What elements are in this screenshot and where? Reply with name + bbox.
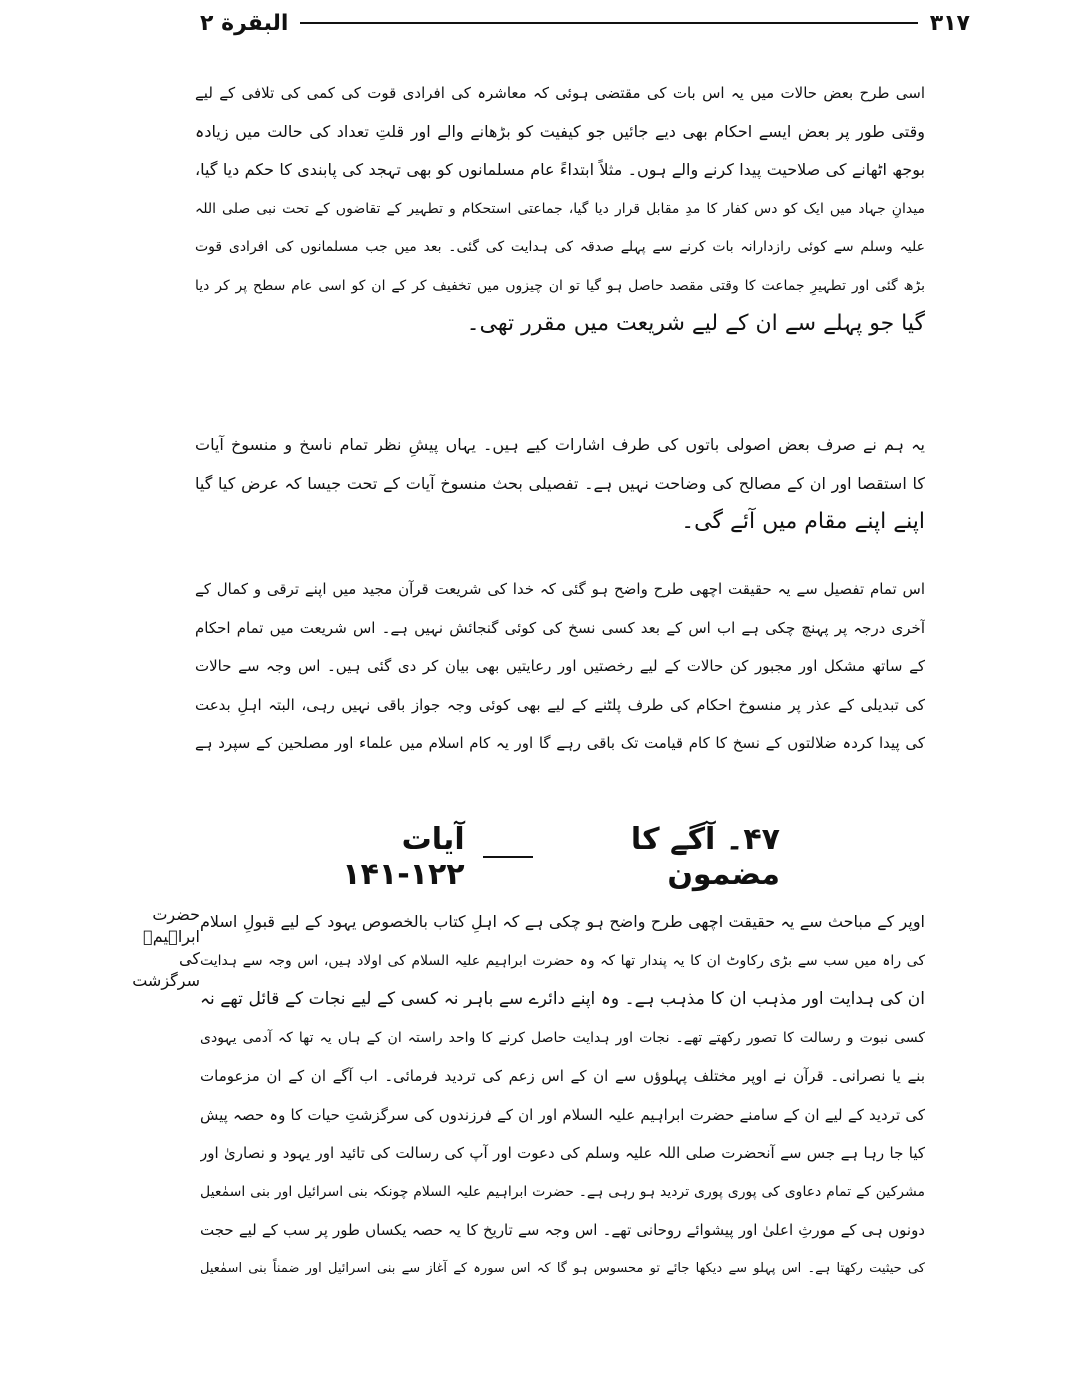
paragraph-3 — [195, 570, 925, 763]
text-line: دونوں ہی کے مورثِ اعلیٰ اور پیشوائے روحانی تھے۔ اس وجہ سے تاریخ کا یہ حصہ یکساں طور پر سب کے لیے حجت — [200, 1221, 925, 1239]
text-line: اس تمام تفصیل سے یہ حقیقت اچھی طرح واضح ہو گئی کہ خدا کی شریعت قرآن مجید میں اپنے ترقی و کمال کے — [195, 580, 925, 598]
header-rule — [300, 22, 917, 24]
text-line: کا استقصا اور ان کے مصالح کی وضاحت نہیں ہے۔ تفصیلی بحث منسوخ آیات کے تحت جیسا کہ عرض کیا گیا — [195, 473, 925, 493]
text-line: علیہ وسلم سے کوئی رازدارانہ بات کرنے سے پہلے صدقہ کی ہدایت کی گئی۔ بعد میں جب مسلمانوں کی افرادی قوت — [195, 239, 925, 255]
text-line: بوجھ اٹھانے کی صلاحیت پیدا کرنے والے ہوں۔ مثلاً ابتداءً عام مسلمانوں کو بھی تہجد کی پابندی کا حکم دیا گیا، — [195, 160, 925, 179]
text-line: کسی نبوت و رسالت کا تصور رکھتے تھے۔ نجات اور ہدایت حاصل کرنے کا واحد راستہ ان کے ہاں یہ تھا کہ آدمی یہودی — [200, 1029, 925, 1046]
text-line: کیا جا رہا ہے جس سے آنحضرت صلی اللہ علیہ وسلم کی دعوت اور آپ کی رسالت کی تائید اور یہود و نصاریٰ اور — [200, 1144, 925, 1162]
heading-dash — [483, 856, 533, 858]
page-header — [200, 6, 970, 40]
heading-verses: آیات ۱۲۲-۱۴۱ — [342, 822, 465, 892]
margin-note-line: کی سرگزشت — [132, 949, 200, 990]
text-line: یہ ہم نے صرف بعض اصولی باتوں کی طرف اشارات کیے ہیں۔ یہاں پیشِ نظر تمام ناسخ و منسوخ آیات — [195, 435, 925, 454]
text-line: ان کی ہدایت اور مذہب ان کا مذہب ہے۔ وہ اپنے دائرے سے باہر نہ کسی کے لیے نجات کے قائل تھے نہ — [200, 989, 925, 1009]
text-line: وقتی طور پر بعض ایسے احکام بھی دیے جائیں جو کیفیت کو بڑھانے والے اور قلتِ تعداد کی حالت میں زیادہ — [195, 121, 925, 141]
paragraph-2 — [195, 426, 925, 542]
text-line: کی حیثیت رکھتا ہے۔ اس پہلو سے دیکھا جائے تو محسوس ہو گا کہ اس سورہ کے آغاز سے بنی اسرائیل اور ضمناً بنی اسمٰعیل — [200, 1260, 925, 1276]
heading-title: ۴۷۔ آگے کا مضمون — [630, 822, 780, 892]
text-line: بڑھ گئی اور تطہیرِ جماعت کا وقتی مقصد حاصل ہو گیا تو ان چیزوں میں تخفیف کر کے ان کو اسی عام سطح پر کر دیا — [195, 277, 925, 294]
text-line: کی تبدیلی کے عذر پر منسوخ احکام کی طرف پلٹنے کے لیے بھی کوئی وجہ جواز باقی نہیں رہی، البتہ اہلِ بدعت — [195, 695, 925, 714]
section-heading — [300, 822, 780, 892]
text-line: کے ساتھ مشکل اور مجبور کن حالات کے لیے رخصتیں اور رعایتیں بھی بیان کر دی گئی ہیں۔ اس وجہ سے حالات — [195, 657, 925, 675]
text-line: مشرکین کے تمام دعاوی کی پوری پوری تردید ہو رہی ہے۔ حضرت ابراہیم علیہ السلام چونکہ بنی اسرائیل اور بنی اسمٰعیل — [200, 1183, 925, 1200]
page-number: ۳۱۷ — [929, 10, 970, 36]
margin-note-line: حضرت ابراہیمؑ — [143, 905, 200, 946]
surah-name: البقرة ۲ — [200, 10, 289, 36]
text-line: اپنے اپنے مقام میں آئے گی۔ — [681, 509, 925, 534]
paragraph-1 — [195, 74, 925, 344]
text-line: اسی طرح بعض حالات میں یہ اس بات کی مقتضی ہوئی کہ معاشرہ کی افرادی قوت کی کمی کی تلافی کے لیے — [195, 84, 925, 102]
text-line: بنے یا نصرانی۔ قرآن نے اوپر مختلف پہلوؤں سے ان کے اس زعم کی تردید فرمائی۔ اب آگے ان کے ان مزعومات — [200, 1067, 925, 1085]
text-line: میدانِ جہاد میں ایک کو دس کفار کا مدِ مقابل قرار دیا گیا، جماعتی استحکام و تطہیر کے تقاضوں کے تحت نبی صلی اللہ — [195, 200, 925, 217]
text-line: کی راہ میں سب سے بڑی رکاوٹ ان کا یہ پندار تھا کہ وہ حضرت ابراہیم علیہ السلام کی اولاد ہیں، اس وجہ سے ہدایت — [200, 952, 925, 969]
paragraph-4 — [200, 903, 925, 1288]
margin-note — [108, 904, 200, 992]
text-line: آخری درجہ پر پہنچ چکی ہے اب اس کے بعد کسی نسخ کی کوئی گنجائش نہیں ہے۔ اس شریعت میں تمام احکام — [195, 618, 925, 637]
text-line: گیا جو پہلے سے ان کے لیے شریعت میں مقرر تھی۔ — [466, 311, 925, 336]
text-line: کی تردید کے لیے ان کے سامنے حضرت ابراہیم علیہ السلام اور ان کے فرزندوں کی سرگزشتِ حیات کا وہ حصہ پیش — [200, 1105, 925, 1124]
text-line: کی پیدا کردہ ضلالتوں کے نسخ کا کام قیامت تک باقی رہے گا اور یہ کام اسلام میں علماء اور مصلحین کے سپرد ہے — [195, 734, 925, 752]
text-line: اوپر کے مباحث سے یہ حقیقت اچھی طرح واضح ہو چکی ہے کہ اہلِ کتاب بالخصوص یہود کے لیے قبولِ اسلام — [200, 912, 925, 931]
